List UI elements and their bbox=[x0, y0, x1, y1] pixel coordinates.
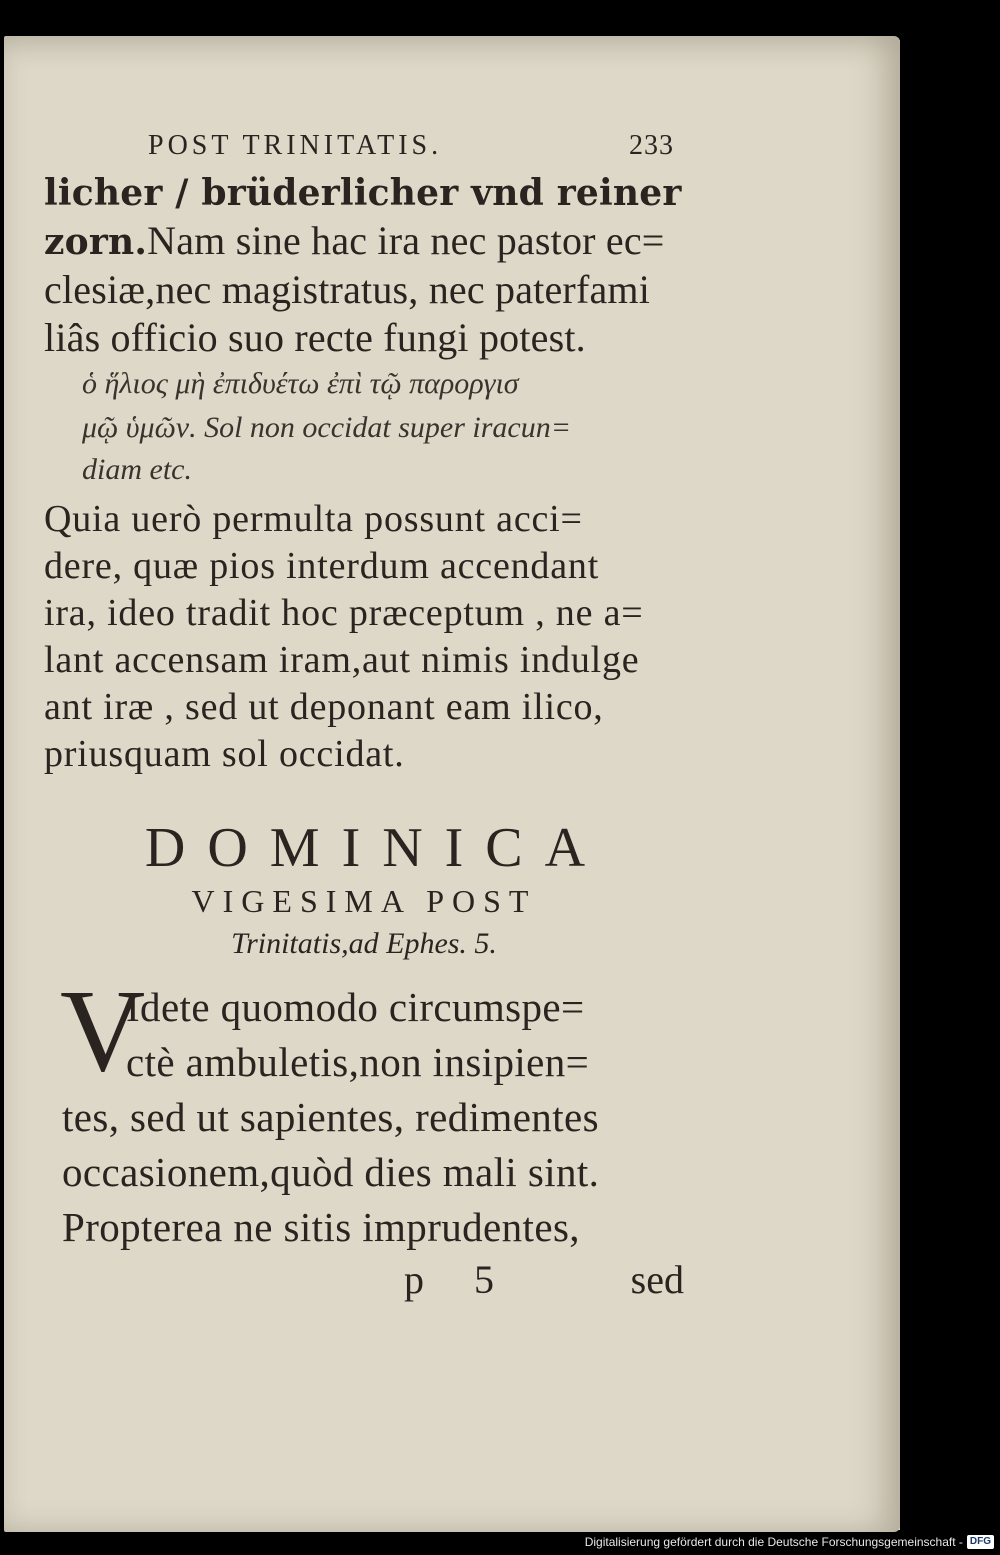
dfg-logo: DFG bbox=[967, 1535, 994, 1549]
greek-text: μῷ ὑμῶν. bbox=[82, 411, 197, 444]
footer-text: Digitalisierung gefördert durch die Deutsche Forschungsgemeinschaft - bbox=[584, 1535, 963, 1549]
page-number: 233 bbox=[629, 130, 674, 161]
text-block bbox=[44, 128, 684, 1305]
heading-subtitle: VIGESIMA POST bbox=[191, 883, 537, 919]
running-head bbox=[44, 128, 684, 164]
text-line-2 bbox=[44, 217, 684, 266]
paragraph-line: ant iræ , sed ut deponant eam ilico, bbox=[44, 686, 604, 728]
text-line-4 bbox=[44, 314, 684, 362]
paragraph bbox=[44, 496, 684, 778]
latin-text: Sol non occidat super iracun= bbox=[204, 411, 571, 444]
greek-quote-line-2 bbox=[44, 406, 684, 450]
fraktur-text: licher / brüderlicher vnd reiner bbox=[44, 172, 682, 214]
drop-cap: V bbox=[60, 965, 146, 1096]
book-page bbox=[4, 36, 900, 1532]
paragraph-line: lant accensam iram,aut nimis indulge bbox=[44, 639, 640, 681]
text-line-1 bbox=[44, 168, 684, 217]
signature-mark: p 5 bbox=[404, 1257, 514, 1302]
catchword: sed bbox=[630, 1257, 684, 1302]
text-line-3 bbox=[44, 266, 684, 314]
running-head-title: POST TRINITATIS. bbox=[148, 130, 443, 161]
body-line: occasionem,quòd dies mali sint. bbox=[62, 1149, 600, 1195]
latin-text: liâs officio suo recte fungi potest. bbox=[44, 315, 586, 360]
body-line: ctè ambuletis,non insipien= bbox=[126, 1039, 590, 1085]
paragraph-line: priusquam sol occidat. bbox=[44, 733, 405, 775]
paragraph-line: dere, quæ pios interdum accendant bbox=[44, 545, 600, 587]
heading-title: DOMINICA bbox=[144, 817, 608, 879]
body-line: Propterea ne sitis imprudentes, bbox=[62, 1204, 580, 1250]
digitization-footer bbox=[585, 1535, 994, 1549]
paragraph-line: Quia uerò permulta possunt acci= bbox=[44, 498, 583, 540]
body-line: Idete quomodo circumspe= bbox=[126, 984, 585, 1030]
body-text bbox=[44, 965, 684, 1255]
greek-quote-line-3: diam etc. bbox=[82, 453, 192, 486]
greek-quote-line-1: ὁ ἥλιος μὴ ἐπιδυέτω ἐπὶ τῷ παροργισ bbox=[82, 367, 519, 400]
body-line: tes, sed ut sapientes, redimentes bbox=[62, 1094, 599, 1140]
latin-text: clesiæ,nec magistratus, nec paterfami bbox=[44, 267, 651, 312]
catchline bbox=[44, 1255, 684, 1305]
latin-text: Nam sine hac ira nec pastor ec= bbox=[147, 218, 665, 263]
paragraph-line: ira, ideo tradit hoc præceptum , ne a= bbox=[44, 592, 644, 634]
heading-reference: Trinitatis,ad Ephes. 5. bbox=[231, 927, 497, 960]
section-heading bbox=[44, 816, 684, 966]
fraktur-text: zorn. bbox=[44, 221, 148, 263]
